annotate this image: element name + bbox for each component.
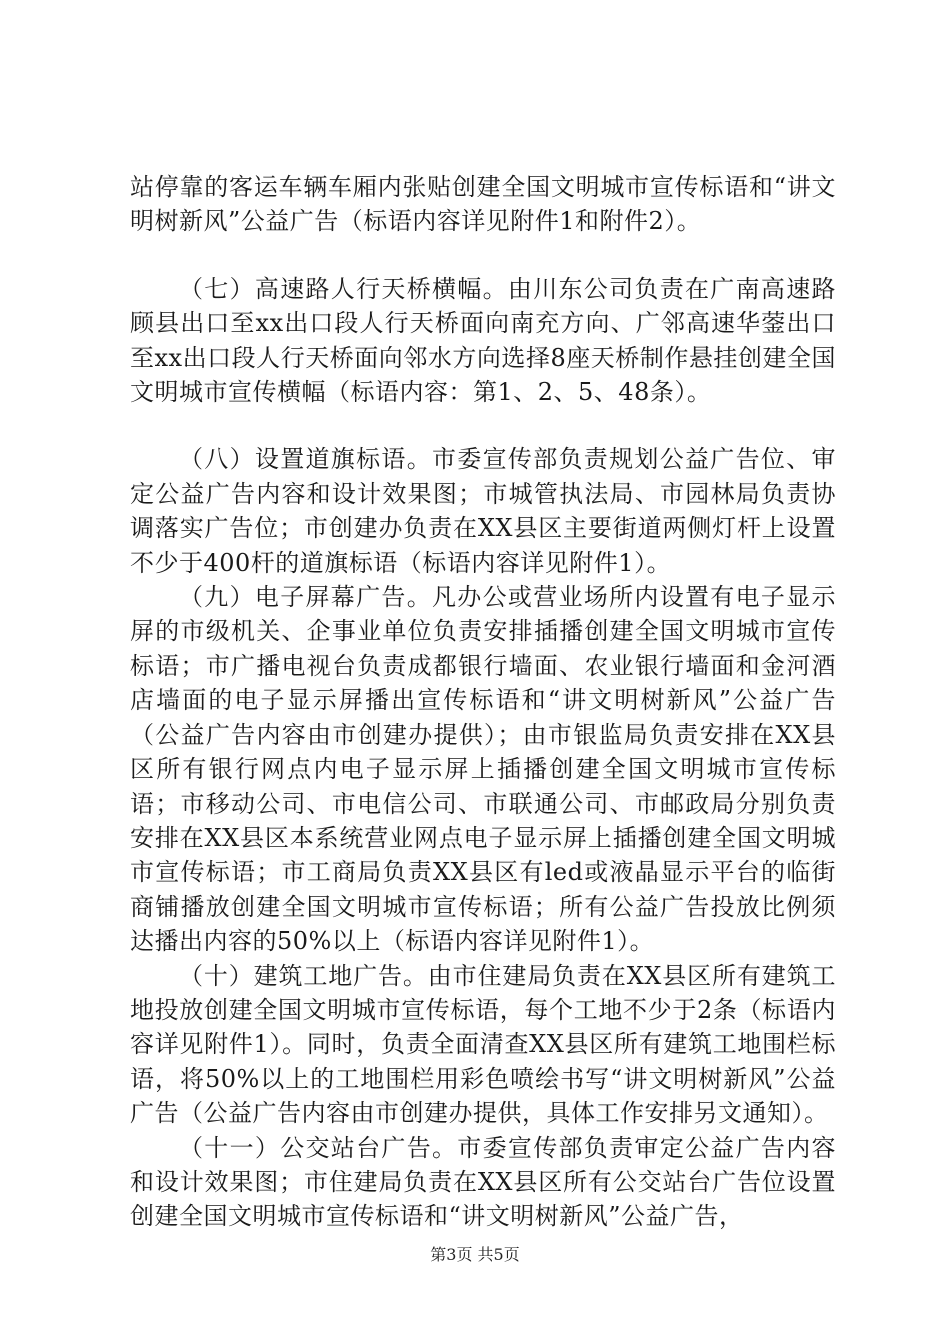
paragraph-continuation: 站停靠的客运车辆车厢内张贴创建全国文明城市宣传标语和“讲文明树新风”公益广告（标语内容详见附件1和附件2）。 — [130, 173, 836, 236]
page-footer — [0, 1244, 950, 1266]
document-body — [130, 170, 836, 1234]
paragraph-section-11: （十一）公交站台广告。市委宣传部负责审定公益广告内容和设计效果图；市住建局负责在XX县区所有公交站台广告位设置创建全国文明城市宣传标语和“讲文明树新风”公益广告， — [130, 1133, 836, 1231]
paragraph-section-10: （十）建筑工地广告。由市住建局负责在XX县区所有建筑工地投放创建全国文明城市宣传标语，每个工地不少于2条（标语内容详见附件1）。同时，负责全面清查XX县区所有建筑工地围栏标语，将50%以上的工地围栏用彩色喷绘书写“讲文明树新风”公益广告（公益广告内容由市创建办提供，具体工作安排另文通知）。 — [130, 961, 836, 1128]
page-number-label: 第3页 共5页 — [430, 1245, 520, 1264]
paragraph-section-8: （八）设置道旗标语。市委宣传部负责规划公益广告位、审定公益广告内容和设计效果图；市城管执法局、市园林局负责协调落实广告位；市创建办负责在XX县区主要街道两侧灯杆上设置不少于400杆的道旗标语（标语内容详见附件1）。 — [130, 445, 836, 577]
paragraph-section-9: （九）电子屏幕广告。凡办公或营业场所内设置有电子显示屏的市级机关、企事业单位负责安排插播创建全国文明城市宣传标语；市广播电视台负责成都银行墙面、农业银行墙面和金河酒店墙面的电子显示屏播出宣传标语和“讲文明树新风”公益广告（公益广告内容由市创建办提供）；由市银监局负责安排在XX县区所有银行网点内电子显示屏上插播创建全国文明城市宣传标语；市移动公司、市电信公司、市联通公司、市邮政局分别负责安排在XX县区本系统营业网点电子显示屏上插播创建全国文明城市宣传标语；市工商局负责XX县区有led或液晶显示平台的临街商铺播放创建全国文明城市宣传标语；所有公益广告投放比例须达播出内容的50%以上（标语内容详见附件1）。 — [130, 583, 836, 956]
paragraph-section-7: （七）高速路人行天桥横幅。由川东公司负责在广南高速路顾县出口至xx出口段人行天桥面向南充方向、广邻高速华蓥出口至xx出口段人行天桥面向邻水方向选择8座天桥制作悬挂创建全国文明城市宣传横幅（标语内容：第1、2、5、48条）。 — [130, 274, 836, 407]
